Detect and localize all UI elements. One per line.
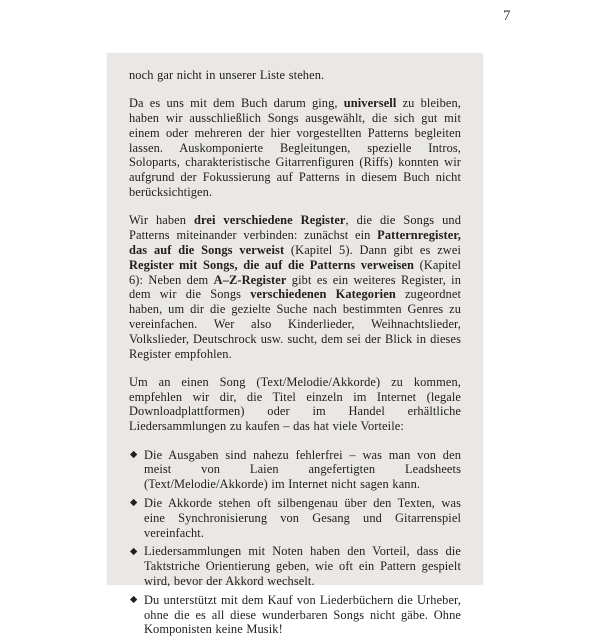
bullet-diamond-icon: ◆ [130, 595, 138, 606]
text-run: zu bleiben, haben wir ausschließlich Songs ausgewählt, die sich gut mit einem oder mehreren der hier vorgestellten Patterns begleiten lassen. Auskomponierte Begleitungen, spezielle Intros, Soloparts, charakteristische Gitarrenfiguren (Riffs) konnten wir aufgrund der Fokussierung auf Patterns in diesem Buch nicht berücksichtigen. [129, 96, 461, 200]
text-run: zugeordnet haben, um dir die gezielte Suche nach bestimmten Genres zu vereinfachen. Wer also Kinderlieder, Weihnachtslieder, Volkslieder, Deutschrock usw. sucht, dem sei der Blick in dieses Register empfohlen. [129, 287, 461, 361]
body-paragraph [129, 68, 461, 83]
bold-run: universell [343, 96, 397, 111]
bullet-item [130, 496, 461, 540]
page-number: 7 [503, 8, 511, 24]
text-run: (Kapitel 5). Dann gibt es zwei [284, 242, 461, 257]
bullet-text [144, 448, 461, 492]
text-run: , die die Songs und Patterns miteinander verbinden: zunächst ein [129, 213, 461, 243]
bold-run: Patternregister, das auf die Songs verweist [129, 228, 461, 257]
text-run: Da es uns mit dem Buch darum ging, [129, 96, 344, 111]
bullet-text [144, 496, 461, 540]
text-run: Die Ausgaben sind nahezu fehlerfrei – was man von den meist von Laien angefertigten Leadsheets (Text/Melodie/Akkorde) im Internet nicht sagen kann. [144, 447, 461, 492]
scan-page [107, 53, 483, 637]
body-paragraph [129, 213, 461, 361]
bullet-text [144, 593, 461, 637]
bold-run: drei verschiedene Register [194, 213, 346, 228]
text-run: Um an einen Song (Text/Melodie/Akkorde) zu kommen, empfehlen wir dir, die Titel einzeln im Internet (legale Downloadplattformen) oder im Handel erhältliche Liedersammlungen zu kaufen – das hat viele Vorteile: [129, 374, 461, 434]
text-run: Du unterstützt mit dem Kauf von Liederbüchern die Urheber, ohne die es all diese wunderbaren Songs nicht gäbe. Ohne Komponisten keine Musik! [144, 592, 461, 637]
bullet-diamond-icon: ◆ [130, 498, 138, 509]
bullet-item [130, 593, 461, 637]
text-run: noch gar nicht in unserer Liste stehen. [129, 68, 325, 82]
bullet-item [130, 544, 461, 588]
text-blocks [129, 68, 461, 637]
body-paragraph [129, 375, 461, 434]
text-run: (Kapitel 6): Neben dem [129, 257, 461, 287]
bullet-diamond-icon: ◆ [130, 546, 138, 557]
body-paragraph [129, 96, 461, 200]
text-run: Liedersammlungen mit Noten haben den Vorteil, dass die Taktstriche Orientierung geben, wie oft ein Pattern gespielt wird, bevor der Akkord wechselt. [144, 544, 461, 588]
bold-run: Register mit Songs, die auf die Patterns verweisen [129, 257, 415, 272]
text-run: Wir haben [129, 213, 194, 228]
bullet-item [130, 448, 461, 492]
bold-run: verschiedenen Kategorien [250, 287, 396, 302]
bullet-text [144, 544, 461, 588]
bold-run: A–Z-Register [213, 272, 287, 287]
text-run: Die Akkorde stehen oft silbengenau über den Texten, was eine Synchronisierung von Gesang und Gitarrenspiel vereinfacht. [144, 495, 461, 540]
bullet-diamond-icon: ◆ [130, 450, 138, 461]
text-run: gibt es ein weiteres Register, in dem wir die Songs [129, 272, 462, 302]
